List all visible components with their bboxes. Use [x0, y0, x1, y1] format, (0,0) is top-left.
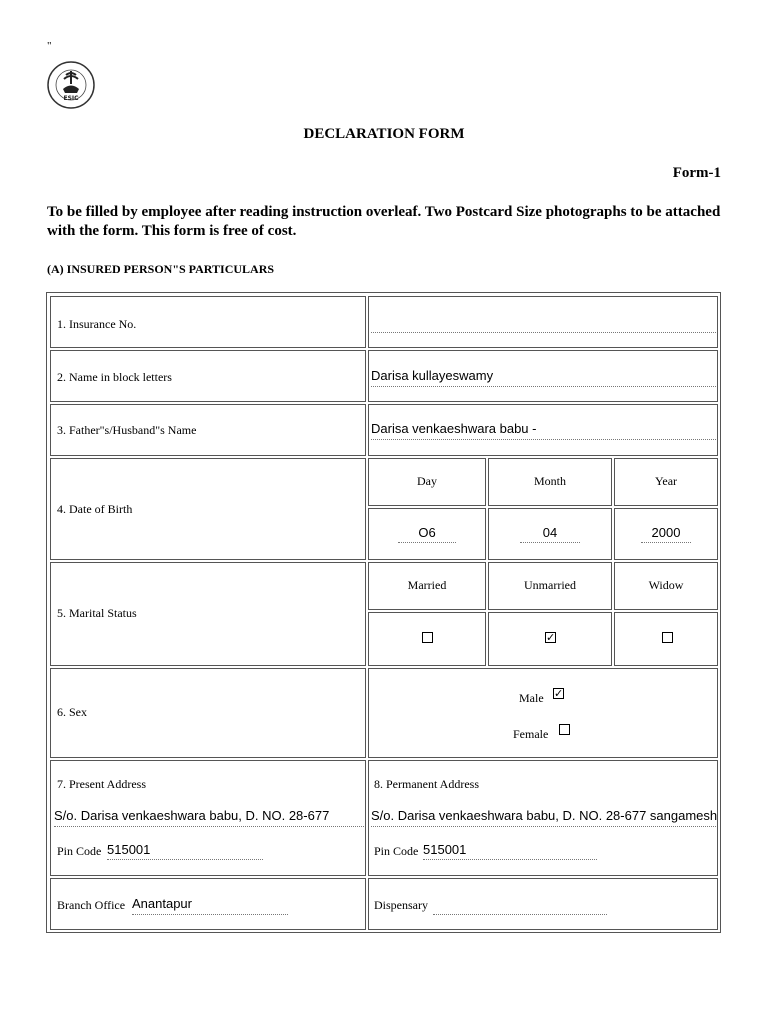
dob-year-dotted-line	[641, 542, 691, 543]
father-dotted-line	[371, 439, 716, 440]
sex-label-cell	[50, 668, 366, 758]
name-label-cell	[50, 350, 366, 402]
permanent-address-label: 8. Permanent Address	[374, 777, 479, 791]
dob-year-label: Year	[654, 474, 678, 488]
permanent-pin-label: Pin Code	[374, 844, 419, 858]
name-label: 2. Name in block letters	[57, 370, 172, 384]
insurance-label-cell	[50, 296, 366, 348]
dob-month-header	[488, 458, 612, 506]
marital-unmarried-header	[488, 562, 612, 610]
permanent-pin-value[interactable]: 515001	[423, 842, 467, 857]
permanent-address-value[interactable]: S/o. Darisa venkaeshwara babu, D. NO. 28-677 sangamesh	[371, 808, 718, 823]
unmarried-checkbox-cell[interactable]	[488, 612, 612, 666]
present-address-label: 7. Present Address	[57, 777, 146, 791]
present-pin-dotted-line	[107, 859, 263, 860]
dob-label-cell	[50, 458, 366, 560]
present-address-dotted-line	[54, 826, 364, 827]
name-value-cell[interactable]	[368, 350, 718, 402]
dob-day-header	[368, 458, 486, 506]
logo-text: ESIC	[63, 95, 79, 102]
section-a-heading: (A) INSURED PERSON"S PARTICULARS	[47, 262, 275, 276]
permanent-pin-dotted-line	[423, 859, 597, 860]
father-value-cell[interactable]	[368, 404, 718, 456]
branch-office-cell	[50, 878, 366, 930]
insurance-value-cell[interactable]	[368, 296, 718, 348]
dispensary-label: Dispensary	[374, 898, 428, 912]
permanent-address-dotted-line	[371, 826, 716, 827]
insurance-dotted-line	[371, 332, 716, 333]
branch-office-value[interactable]: Anantapur	[132, 896, 192, 911]
sex-label: 6. Sex	[57, 705, 87, 719]
unmarried-checkbox[interactable]: ✓	[546, 631, 556, 644]
married-checkbox-cell[interactable]	[368, 612, 486, 666]
top-quote-mark: "	[47, 40, 52, 52]
dob-day-cell[interactable]	[368, 508, 486, 560]
dob-day-dotted-line	[398, 542, 456, 543]
name-dotted-line	[371, 386, 716, 387]
permanent-address-cell	[368, 760, 718, 876]
male-checkbox[interactable]: ✓	[554, 687, 564, 700]
name-value[interactable]: Darisa kullayeswamy	[371, 368, 494, 383]
esic-logo	[46, 60, 96, 110]
married-checkbox[interactable]	[422, 632, 433, 643]
dob-month-label: Month	[533, 474, 566, 488]
unmarried-label: Unmarried	[524, 578, 576, 592]
marital-label: 5. Marital Status	[57, 606, 137, 620]
dispensary-cell	[368, 878, 718, 930]
insurance-label: 1. Insurance No.	[57, 317, 137, 331]
father-label-cell	[50, 404, 366, 456]
dob-day-value[interactable]: O6	[418, 525, 436, 540]
dob-month-value[interactable]: 04	[542, 525, 558, 540]
male-label: Male	[519, 691, 544, 705]
branch-office-dotted-line	[132, 914, 288, 915]
female-checkbox[interactable]	[559, 724, 570, 735]
present-address-value[interactable]: S/o. Darisa venkaeshwara babu, D. NO. 28-677	[54, 808, 330, 823]
dob-day-label: Day	[417, 474, 437, 488]
female-label: Female	[513, 727, 549, 741]
form-number: Form-1	[672, 165, 721, 181]
sex-options-cell	[368, 668, 718, 758]
dob-month-dotted-line	[520, 542, 580, 543]
widow-label: Widow	[648, 578, 684, 592]
esic-logo-icon	[46, 60, 96, 110]
branch-office-label: Branch Office	[57, 898, 126, 912]
father-value[interactable]: Darisa venkaeshwara babu -	[371, 421, 537, 436]
dob-year-cell[interactable]	[614, 508, 718, 560]
form-title: DECLARATION FORM	[303, 126, 465, 142]
present-pin-value[interactable]: 515001	[107, 842, 151, 857]
married-label: Married	[407, 578, 447, 592]
widow-checkbox[interactable]	[662, 632, 673, 643]
marital-widow-header	[614, 562, 718, 610]
dob-label: 4. Date of Birth	[57, 502, 133, 516]
marital-married-header	[368, 562, 486, 610]
dispensary-dotted-line	[433, 914, 607, 915]
dob-year-header	[614, 458, 718, 506]
marital-label-cell	[50, 562, 366, 666]
father-label: 3. Father"s/Husband"s Name	[57, 423, 197, 437]
present-address-cell	[50, 760, 366, 876]
dob-month-cell[interactable]	[488, 508, 612, 560]
particulars-table	[46, 292, 721, 933]
form-instructions: To be filled by employee after reading instruction overleaf. Two Postcard Size photographs to be attached with the form. This form is free of cost.	[47, 204, 721, 239]
widow-checkbox-cell[interactable]	[614, 612, 718, 666]
dob-year-value[interactable]: 2000	[651, 525, 681, 540]
present-pin-label: Pin Code	[57, 844, 102, 858]
